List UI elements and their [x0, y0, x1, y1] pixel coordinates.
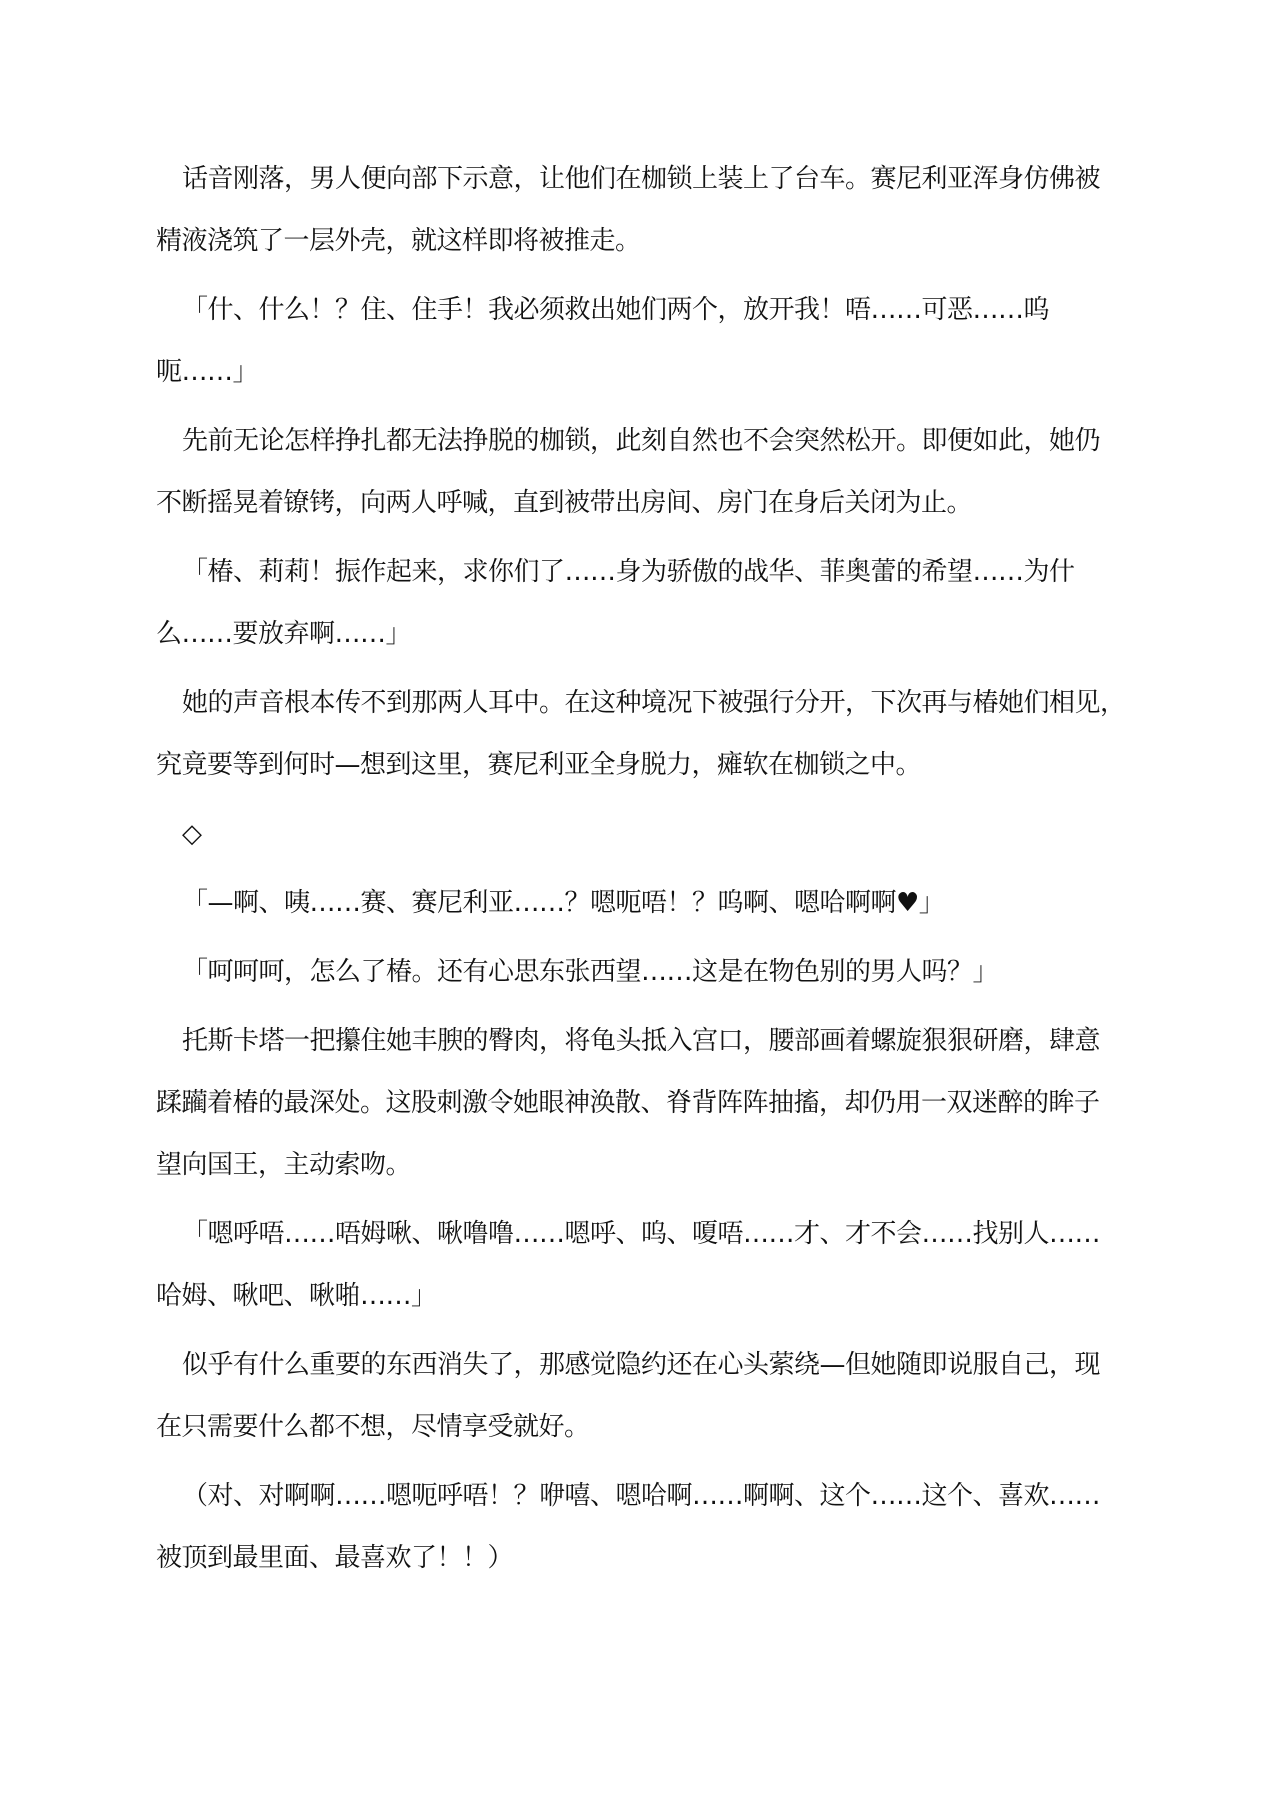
text-line: 望向国王，主动索吻。 [156, 1150, 412, 1180]
document-page [156, 148, 1136, 1596]
text-line: 哈姆、啾吧、啾啪……」 [156, 1281, 437, 1311]
paragraph [156, 872, 1136, 934]
text-line: 托斯卡塔一把攥住她丰腴的臀肉，将龟头抵入宫口，腰部画着螺旋狠狠研磨，肆意 [182, 1026, 1101, 1056]
text-line: 「什、什么！？住、住手！我必须救出她们两个，放开我！唔……可恶……呜 [182, 295, 1050, 325]
paragraph [156, 941, 1136, 1003]
paragraph [156, 1465, 1136, 1589]
text-line: 似乎有什么重要的东西消失了，那感觉隐约还在心头萦绕—但她随即说服自己，现 [182, 1350, 1101, 1380]
paragraph [156, 279, 1136, 403]
text-line: ◇ [182, 819, 202, 849]
text-line: 「椿、莉莉！振作起来，求你们了……身为骄傲的战华、菲奥蕾的希望……为什 [182, 557, 1075, 587]
text-line: 她的声音根本传不到那两人耳中。在这种境况下被强行分开，下次再与椿她们相见， [182, 688, 1126, 718]
paragraph [156, 1010, 1136, 1196]
text-line: 「呵呵呵，怎么了椿。还有心思东张西望……这是在物色别的男人吗？」 [182, 957, 999, 987]
text-line: 蹂躏着椿的最深处。这股刺激令她眼神涣散、脊背阵阵抽搐，却仍用一双迷醉的眸子 [156, 1088, 1100, 1118]
text-line: 话音刚落，男人便向部下示意，让他们在枷锁上装上了台车。赛尼利亚浑身仿佛被 [182, 164, 1101, 194]
text-line: 呃……」 [156, 357, 259, 387]
text-line: 精液浇筑了一层外壳，就这样即将被推走。 [156, 226, 641, 256]
text-line: 不断摇晃着镣铐，向两人呼喊，直到被带出房间、房门在身后关闭为止。 [156, 488, 973, 518]
text-line: 「—啊、咦……赛、赛尼利亚……？嗯呃唔！？呜啊、嗯哈啊啊♥」 [182, 888, 945, 918]
text-line: 被顶到最里面、最喜欢了！！） [156, 1543, 514, 1573]
paragraph [156, 1203, 1136, 1327]
paragraph [156, 672, 1136, 796]
text-line: 先前无论怎样挣扎都无法挣脱的枷锁，此刻自然也不会突然松开。即便如此，她仍 [182, 426, 1101, 456]
paragraph [156, 541, 1136, 665]
text-line: 究竟要等到何时—想到这里，赛尼利亚全身脱力，瘫软在枷锁之中。 [156, 750, 922, 780]
text-line: 「嗯呼唔……唔姆啾、啾噜噜……嗯呼、呜、嗄唔……才、才不会……找别人…… [182, 1219, 1101, 1249]
paragraph [156, 1334, 1136, 1458]
text-line: （对、对啊啊……嗯呃呼唔！？咿嘻、嗯哈啊……啊啊、这个……这个、喜欢…… [182, 1481, 1101, 1511]
text-line: 在只需要什么都不想，尽情享受就好。 [156, 1412, 590, 1442]
text-line: 么……要放弃啊……」 [156, 619, 412, 649]
paragraph [156, 148, 1136, 272]
section-divider [156, 803, 1136, 865]
paragraph [156, 410, 1136, 534]
